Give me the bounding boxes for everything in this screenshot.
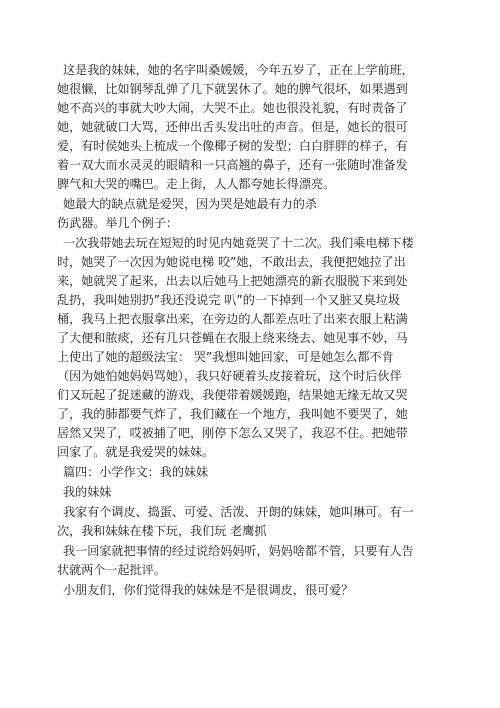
text-line: 来，她就哭了起来，出去以后她马上把她漂亮的新衣服脱下来到处 (57, 274, 408, 288)
text-line: 她很懒，比如钢琴乱弹了几下就罢休了。她的脾气很坏，如果遇到 (57, 82, 408, 96)
text-line: 时，她哭了一次因为她说电梯 咬”她，不敢出去，我便把她拉了出 (57, 255, 406, 269)
text-line: 居然又哭了，哎被捕了吧，刚停下怎么又哭了，我忍不住。把她带 (57, 426, 408, 440)
essay-title: 我的妹妹 (63, 485, 112, 499)
text-line: 次，我和妹妹在楼下玩，我们玩 老鹰抓 (57, 524, 267, 538)
text-line: 我家有个调皮、捣蛋、可爱、活泼、开朗的妹妹，她叫琳可。有一 (63, 505, 414, 519)
text-line: 小朋友们，你们觉得我的妹妹是不是很调皮，很可爱？ (63, 583, 354, 597)
text-line: 上使出了她的超级法宝： 哭”我想叫她回家，可是她怎么都不肯 (57, 350, 394, 364)
text-line: 一次我带她去玩在短短的时见内她竟哭了十二次。我们乘电梯下楼 (63, 236, 414, 250)
text-line: 她，她就破口大骂，还伸出舌头发出吐的声音。但是，她长的很可 (57, 120, 408, 134)
text-line: 我一回家就把事情的经过说给妈妈听，妈妈啥都不管，只要有人告 (63, 544, 414, 558)
text-line: 伤武器。举几个例子： (57, 216, 178, 230)
text-line: 着一双大而水灵灵的眼睛和一只高翘的鼻子，还有一张随时准备发 (57, 158, 408, 172)
text-line: 们又玩起了捉迷藏的游戏，我便带着媛媛跑，结果她无缘无故又哭 (57, 388, 408, 402)
text-line: 这是我的妹妹，她的名字叫桑媛媛，今年五岁了，正在上学前班， (63, 63, 414, 77)
text-line: 她最大的缺点就是爱哭，因为哭是她最有力的杀 (63, 197, 317, 211)
text-line: （因为她怕她妈妈骂她），我只好硬着头皮接着玩，这个时后伙伴 (57, 369, 402, 383)
text-line: 回家了。就是我爱哭的妹妹。 (57, 445, 215, 459)
text-line: 状就两个一起批评。 (57, 563, 166, 577)
text-line: 了大便和脓痰，还有几只苍蝇在衣服上绕来绕去、她见事不妙，马 (57, 331, 408, 345)
text-line: 爱，有时侯她头上梳成一个像椰子树的发型；白白胖胖的样子，有 (57, 139, 408, 153)
text-line: 了，我的肺都要气炸了，我们藏在一个地方，我叫她不要哭了，她 (57, 407, 408, 421)
text-line: 脾气和大哭的嘴巴。走上街，人人都夸她长得漂亮。 (57, 177, 336, 191)
section-heading: 篇四：小学作文：我的妹妹 (63, 465, 209, 479)
text-line: 她不高兴的事就大吵大闹，大哭不止。她也很没礼貌，有时责备了 (57, 101, 408, 115)
text-line: 桶，我马上把衣服拿出来，在旁边的人都差点吐了出来衣服上粘满 (57, 312, 408, 326)
text-line: 乱扔，我叫她别扔”我还没说完 叭”的一下掉到一个又脏又臭垃圾 (57, 293, 400, 307)
